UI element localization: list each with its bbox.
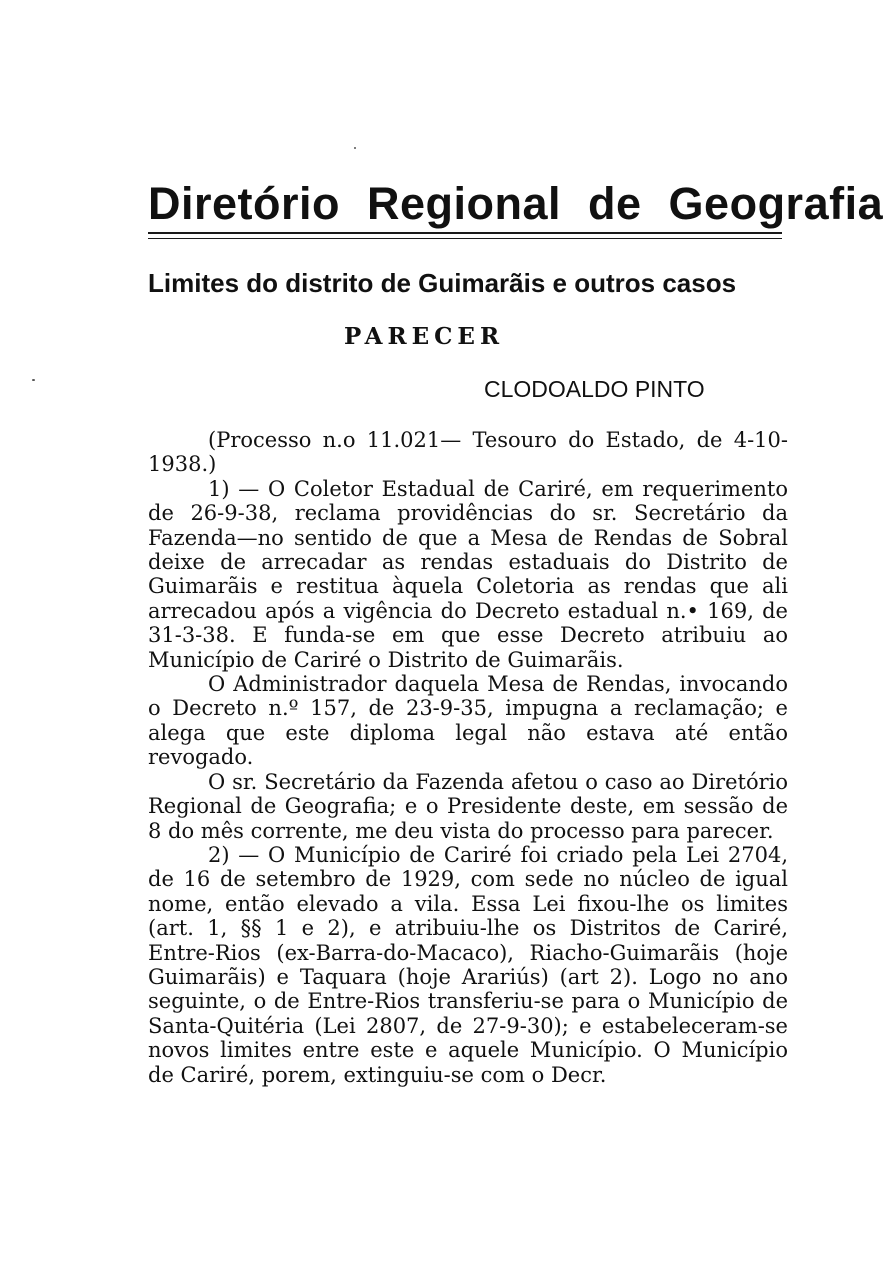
paragraph-process-ref: (Processo n.o 11.021— Tesouro do Estado, de 4-10-1938.) [148,428,788,477]
article-body [148,428,788,1087]
paragraph-1: 1) — O Coletor Estadual de Cariré, em requerimento de 26-9-38, reclama providências do sr. Secretário da Fazenda—no sentido de que a Mesa de Rendas de Sobral deixe de arrecadar as rendas estaduais do Distrito de Guimarãis e restitua àquela Coletoria as rendas que ali arrecadou após a vigência do Decreto estadual n.• 169, de 31-3-38. E funda-se em que esse Decreto atribuiu ao Município de Cariré o Distrito de Guimarãis. [148,476,788,672]
paragraph-4: 2) — O Município de Cariré foi criado pela Lei 2704, de 16 de setembro de 1929, com sede no núcleo de igual nome, então elevado a vila. Essa Lei fixou-lhe os limites (art. 1, §§ 1 e 2), e atribuiu-lhe os Distritos de Cariré, Entre-Rios (ex-Barra-do-Macaco), Riacho-Guimarãis (hoje Guimarãis) e Taquara (hoje Arariús) (art 2). Logo no ano seguinte, o de Entre-Rios transferiu-se para o Município de Santa-Quitéria (Lei 2807, de 27-9-30); e estabeleceram-se novos limites entre este e aquele Município. O Município de Cariré, porem, extinguiu-se com o Decr. [148,842,788,1087]
paragraph-2: O Administrador daquela Mesa de Rendas, invocando o Decreto n.º 157, de 23-9-35, impugna a reclamação; e alega que este diploma legal não estava até então revogado. [148,672,788,770]
author-name: CLODOALDO PINTO [484,376,705,402]
paragraph-3: O sr. Secretário da Fazenda afetou o caso ao Diretório Regional de Geografia; e o Presidente deste, em sessão de 8 do mês corrente, me deu vista do processo para parecer. [148,769,788,843]
section-label: PARECER [344,323,505,350]
scan-speck [354,147,356,149]
masthead-rule-thin [148,238,782,239]
masthead-rule-thick [148,232,782,234]
scan-speck [32,379,35,381]
article-subtitle: Limites do distrito de Guimarãis e outros casos [148,268,737,298]
masthead-title: Diretório Regional de Geografia [148,178,884,229]
